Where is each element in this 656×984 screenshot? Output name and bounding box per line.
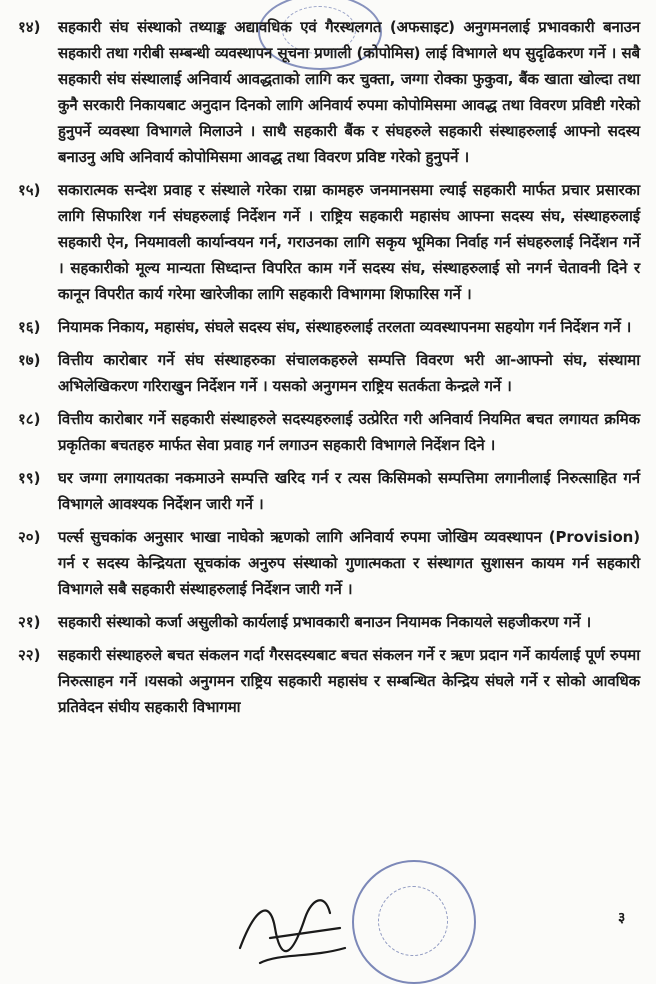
list-item — [18, 347, 640, 399]
list-item — [18, 314, 640, 340]
list-item — [18, 177, 640, 307]
item-number: १७) — [18, 351, 41, 369]
item-text: सहकारी संस्थाहरुले बचत संकलन गर्दा गैरसदस्यबाट बचत संकलन गर्ने र ऋण प्रदान गर्ने कार्यलाई पूर्ण रुपमा निरुत्साहन गर्ने ।यसको अनुगमन राष्ट्रिय सहकारी महासंघ र सम्बन्धित केन्द्रिय संघले गर्ने र सोको आवधिक प्रतिवेदन संघीय सहकारी विभागमा — [58, 646, 640, 716]
list-item — [18, 524, 640, 602]
item-number: २२) — [18, 646, 41, 664]
handwritten-signature — [230, 868, 360, 978]
item-number: २०) — [18, 528, 41, 546]
list-item — [18, 406, 640, 458]
item-text: सहकारी संघ संस्थाको तथ्याङ्क अद्यावधिक एवं गैरस्थलगत (अफसाइट) अनुगमनलाई प्रभावकारी बनाउन सहकारी तथा गरीबी सम्बन्धी व्यवस्थापन सूचना प्रणाली (कोपोमिस) लाई विभागले थप सुदृढिकरण गर्ने । सबै सहकारी संघ संस्थालाई अनिवार्य आवद्धताको लागि कर चुक्ता, जग्गा रोक्का फुकुवा, बैंक खाता खोल्दा तथा कुनै सरकारी निकायबाट अनुदान दिनको लागि अनिवार्य रुपमा कोपोमिसमा आवद्ध तथा विवरण प्रविष्टी गरेको हुनुपर्ने व्यवस्था विभागले मिलाउने । साथै सहकारी बैंक र संघहरुले सहकारी संस्थाहरुलाई आफ्नो सदस्य बनाउनु अघि अनिवार्य कोपोमिसमा आवद्ध तथा विवरण प्रविष्ट गरेको हुनुपर्ने । — [58, 18, 640, 166]
item-text: सहकारी संस्थाको कर्जा असुलीको कार्यलाई प्रभावकारी बनाउन नियामक निकायले सहजीकरण गर्ने । — [58, 613, 592, 631]
item-text: घर जग्गा लगायतका नकमाउने सम्पत्ति खरिद गर्न र त्यस किसिमको सम्पत्तिमा लगानीलाई निरुत्साहित गर्न विभागले आवश्यक निर्देशन जारी गर्ने । — [58, 469, 640, 513]
item-text: सकारात्मक सन्देश प्रवाह र संस्थाले गरेका राम्रा कामहरु जनमानसमा ल्याई सहकारी मार्फत प्रचार प्रसारका लागि सिफारिश गर्न संघहरुलाई निर्देशन गर्ने । राष्ट्रिय सहकारी महासंघ आफ्ना सदस्य संघ, संस्थाहरुलाई सहकारी ऐन, नियमावली कार्यान्वयन गर्न, गराउनका लागि सकृय भूमिका निर्वाह गर्न संघहरुलाई निर्देशन गर्ने । सहकारीको मूल्य मान्यता सिध्दान्त विपरित काम गर्ने सदस्य संघ, संस्थाहरुलाई सो नगर्न चेतावनी दिने र कानून विपरीत कार्य गरेमा खारेजीका लागि सहकारी विभागमा शिफारिस गर्ने । — [58, 181, 640, 303]
directive-list — [18, 14, 640, 727]
list-item — [18, 465, 640, 517]
office-seal-bottom — [352, 860, 476, 984]
list-item — [18, 14, 640, 170]
item-text: पर्ल्स सुचकांक अनुसार भाखा नाघेको ऋणको लागि अनिवार्य रुपमा जोखिम व्यवस्थापन (Provision) गर्न र सदस्य केन्द्रियता सूचकांक अनुरुप संस्थाको गुणात्मकता र संस्थागत सुशासन कायम गर्न सहकारी विभागले सबै सहकारी संस्थाहरुलाई निर्देशन जारी गर्ने । — [58, 528, 640, 598]
item-number: १८) — [18, 410, 41, 428]
list-item — [18, 642, 640, 720]
item-number: १६) — [18, 318, 41, 336]
item-number: २१) — [18, 613, 41, 631]
item-number: १४) — [18, 18, 41, 36]
item-text: वित्तीय कारोबार गर्ने संघ संस्थाहरुका संचालकहरुले सम्पत्ति विवरण भरी आ-आफ्नो संघ, संस्थामा अभिलेखिकरण गरिराखुन निर्देशन गर्ने । यसको अनुगमन राष्ट्रिय सतर्कता केन्द्रले गर्ने । — [58, 351, 640, 395]
item-text: वित्तीय कारोबार गर्ने सहकारी संस्थाहरुले सदस्यहरुलाई उत्प्रेरित गरी अनिवार्य नियमित बचत लगायत क्रमिक प्रकृतिका बचतहरु मार्फत सेवा प्रवाह गर्न लगाउन सहकारी विभागले निर्देशन दिने । — [58, 410, 640, 454]
item-number: १५) — [18, 181, 41, 199]
list-item — [18, 609, 640, 635]
page-number: ३ — [618, 910, 626, 926]
item-number: १९) — [18, 469, 41, 487]
item-text: नियामक निकाय, महासंघ, संघले सदस्य संघ, संस्थाहरुलाई तरलता व्यवस्थापनमा सहयोग गर्न निर्देशन गर्ने । — [58, 318, 632, 336]
